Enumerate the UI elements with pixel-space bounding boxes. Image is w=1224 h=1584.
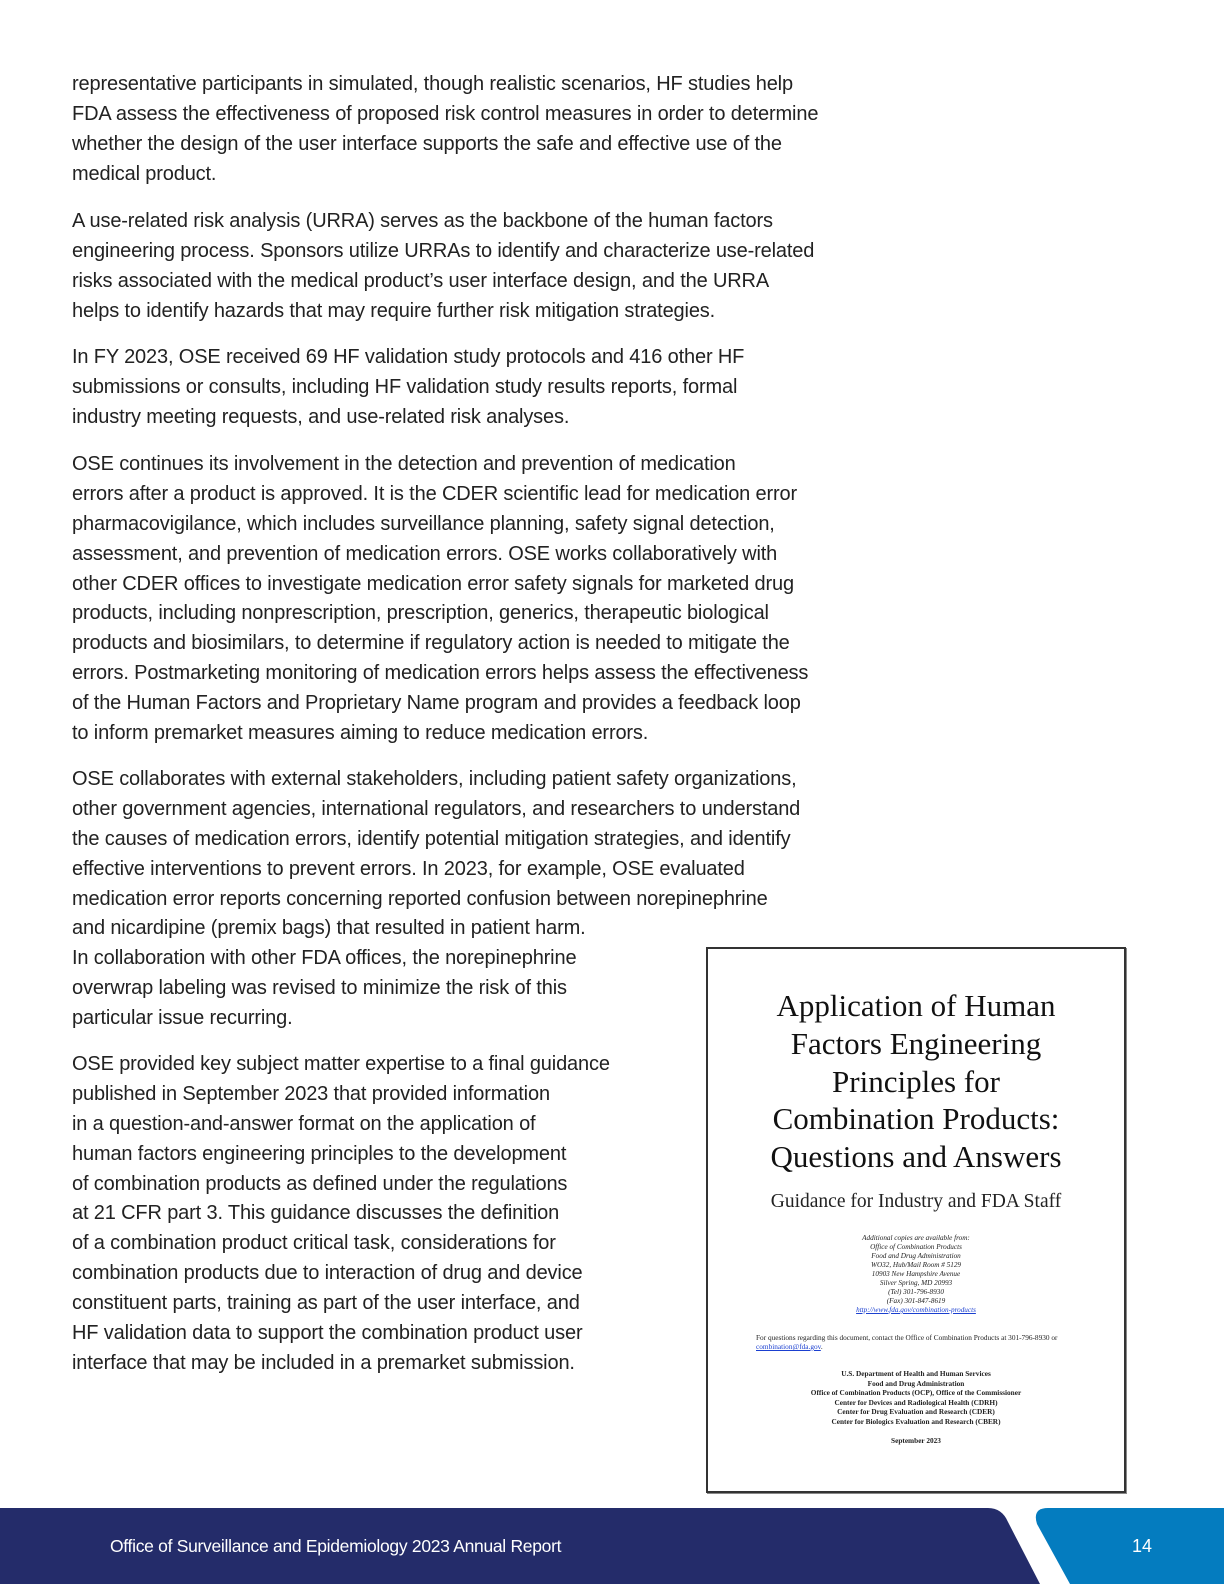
text-line: submissions or consults, including HF validation study results reports, formal xyxy=(72,375,738,398)
text-line: in a question-and-answer format on the application of xyxy=(72,1112,536,1135)
text-line: published in September 2023 that provided information xyxy=(72,1082,550,1105)
paragraph-fy2023-counts xyxy=(72,343,744,433)
text-line: interface that may be included in a premarket submission. xyxy=(72,1351,575,1374)
guidance-subtitle: Guidance for Industry and FDA Staff xyxy=(770,1191,1062,1212)
contact-text-end: . xyxy=(820,1342,823,1351)
guidance-title xyxy=(708,987,1124,1176)
text-line: A use-related risk analysis (URRA) serves as the backbone of the human factors xyxy=(72,210,773,232)
footer-report-title: Office of Surveillance and Epidemiology 2023 Annual Report xyxy=(110,1536,562,1556)
paragraph-guidance xyxy=(72,1050,610,1379)
text-line: In collaboration with other FDA offices, the norepinephrine xyxy=(72,947,577,970)
text-line: constituent parts, training as part of the user interface, and xyxy=(72,1292,580,1315)
address-line: Silver Spring, MD 20993 xyxy=(879,1279,953,1287)
title-line: Factors Engineering xyxy=(790,1025,1042,1061)
paragraph-postmarket-errors xyxy=(72,450,808,749)
org-line: Food and Drug Administration xyxy=(867,1378,965,1388)
address-line: WO32, Hub/Mail Room # 5129 xyxy=(870,1261,962,1269)
combination-products-link[interactable]: http://www.fda.gov/combination-products xyxy=(856,1306,976,1314)
text-line: effective interventions to prevent errors. In 2023, for example, OSE evaluated xyxy=(72,857,745,880)
address-line: Food and Drug Administration xyxy=(871,1252,961,1260)
address-line: (Fax) 301-847-8619 xyxy=(886,1297,946,1305)
text-line: overwrap labeling was revised to minimize the risk of this xyxy=(72,977,567,1000)
text-line: risks associated with the medical product’s user interface design, and the URRA xyxy=(72,269,770,292)
text-line: products, including nonprescription, prescription, generics, therapeutic biological xyxy=(72,602,769,625)
org-line: Office of Combination Products (OCP), Office of the Commissioner xyxy=(810,1388,1022,1398)
text-line: to inform premarket measures aiming to reduce medication errors. xyxy=(72,722,649,745)
text-line: OSE continues its involvement in the detection and prevention of medication xyxy=(72,453,736,475)
guidance-contact xyxy=(756,1333,1076,1351)
text-line: medication error reports concerning reported confusion between norepinephrine xyxy=(72,887,768,910)
guidance-organizations xyxy=(708,1369,1124,1427)
text-line: combination products due to interaction of drug and device xyxy=(72,1262,583,1285)
org-line: Center for Devices and Radiological Health (CDRH) xyxy=(834,1397,998,1407)
title-line: Combination Products: xyxy=(772,1101,1060,1137)
text-line: representative participants in simulated, though realistic scenarios, HF studies help xyxy=(72,73,793,95)
address-line: 10903 New Hampshire Avenue xyxy=(871,1270,961,1278)
text-line: FDA assess the effectiveness of proposed risk control measures in order to determine xyxy=(72,102,819,125)
text-line: OSE provided key subject matter expertise to a final guidance xyxy=(72,1053,610,1075)
title-line: Questions and Answers xyxy=(770,1139,1062,1175)
text-line: OSE collaborates with external stakeholders, including patient safety organizations, xyxy=(72,768,797,790)
contact-email-link[interactable]: combination@fda.gov xyxy=(756,1342,821,1351)
text-line: whether the design of the user interface supports the safe and effective use of the xyxy=(72,132,782,155)
address-line: (Tel) 301-796-8930 xyxy=(888,1288,944,1296)
paragraph-urra xyxy=(72,207,814,327)
text-line: of combination products as defined under the regulations xyxy=(72,1172,568,1195)
text-line: errors. Postmarketing monitoring of medication errors helps assess the effectiveness xyxy=(72,662,809,685)
title-line: Application of Human xyxy=(776,988,1056,1023)
org-line: Center for Biologics Evaluation and Research (CBER) xyxy=(831,1416,1001,1426)
org-line: U.S. Department of Health and Human Services xyxy=(841,1369,991,1378)
text-line: and nicardipine (premix bags) that resulted in patient harm. xyxy=(72,917,586,940)
text-line: assessment, and prevention of medication errors. OSE works collaboratively with xyxy=(72,542,778,565)
org-line: Center for Drug Evaluation and Research (CDER) xyxy=(837,1407,995,1417)
text-line: of the Human Factors and Proprietary Name program and provides a feedback loop xyxy=(72,692,801,715)
text-line: at 21 CFR part 3. This guidance discusses the definition xyxy=(72,1202,560,1225)
paragraph-hf-studies xyxy=(72,70,818,190)
text-line: HF validation data to support the combination product user xyxy=(72,1322,583,1345)
text-line: errors after a product is approved. It is the CDER scientific lead for medication error xyxy=(72,482,798,505)
text-line: pharmacovigilance, which includes surveillance planning, safety signal detection, xyxy=(72,512,775,535)
text-line: human factors engineering principles to the development xyxy=(72,1142,567,1165)
text-line: particular issue recurring. xyxy=(72,1007,293,1030)
paragraph-external-stakeholders xyxy=(72,765,800,1034)
title-line: Principles for xyxy=(832,1063,1000,1099)
address-line: Additional copies are available from: xyxy=(862,1234,970,1242)
text-line: of a combination product critical task, considerations for xyxy=(72,1232,556,1255)
guidance-address xyxy=(708,1234,1124,1315)
contact-text: For questions regarding this document, contact the Office of Combination Products at 301-796-8930 or xyxy=(756,1333,1058,1342)
guidance-date: September 2023 xyxy=(891,1436,941,1445)
text-line: other government agencies, international regulators, and researchers to understand xyxy=(72,797,801,820)
page-number: 14 xyxy=(1131,1536,1153,1556)
text-line: the causes of medication errors, identify potential mitigation strategies, and identify xyxy=(72,827,791,850)
text-line: medical product. xyxy=(72,162,217,185)
text-line: other CDER offices to investigate medication error safety signals for marketed drug xyxy=(72,572,794,595)
address-line: Office of Combination Products xyxy=(870,1243,962,1251)
text-line: products and biosimilars, to determine if regulatory action is needed to mitigate the xyxy=(72,632,790,655)
text-line: industry meeting requests, and use-related risk analyses. xyxy=(72,405,570,428)
text-line: helps to identify hazards that may require further risk mitigation strategies. xyxy=(72,299,716,322)
guidance-cover-image xyxy=(706,947,1126,1493)
text-line: In FY 2023, OSE received 69 HF validation study protocols and 416 other HF xyxy=(72,346,745,368)
text-line: engineering process. Sponsors utilize URRAs to identify and characterize use-related xyxy=(72,239,815,262)
